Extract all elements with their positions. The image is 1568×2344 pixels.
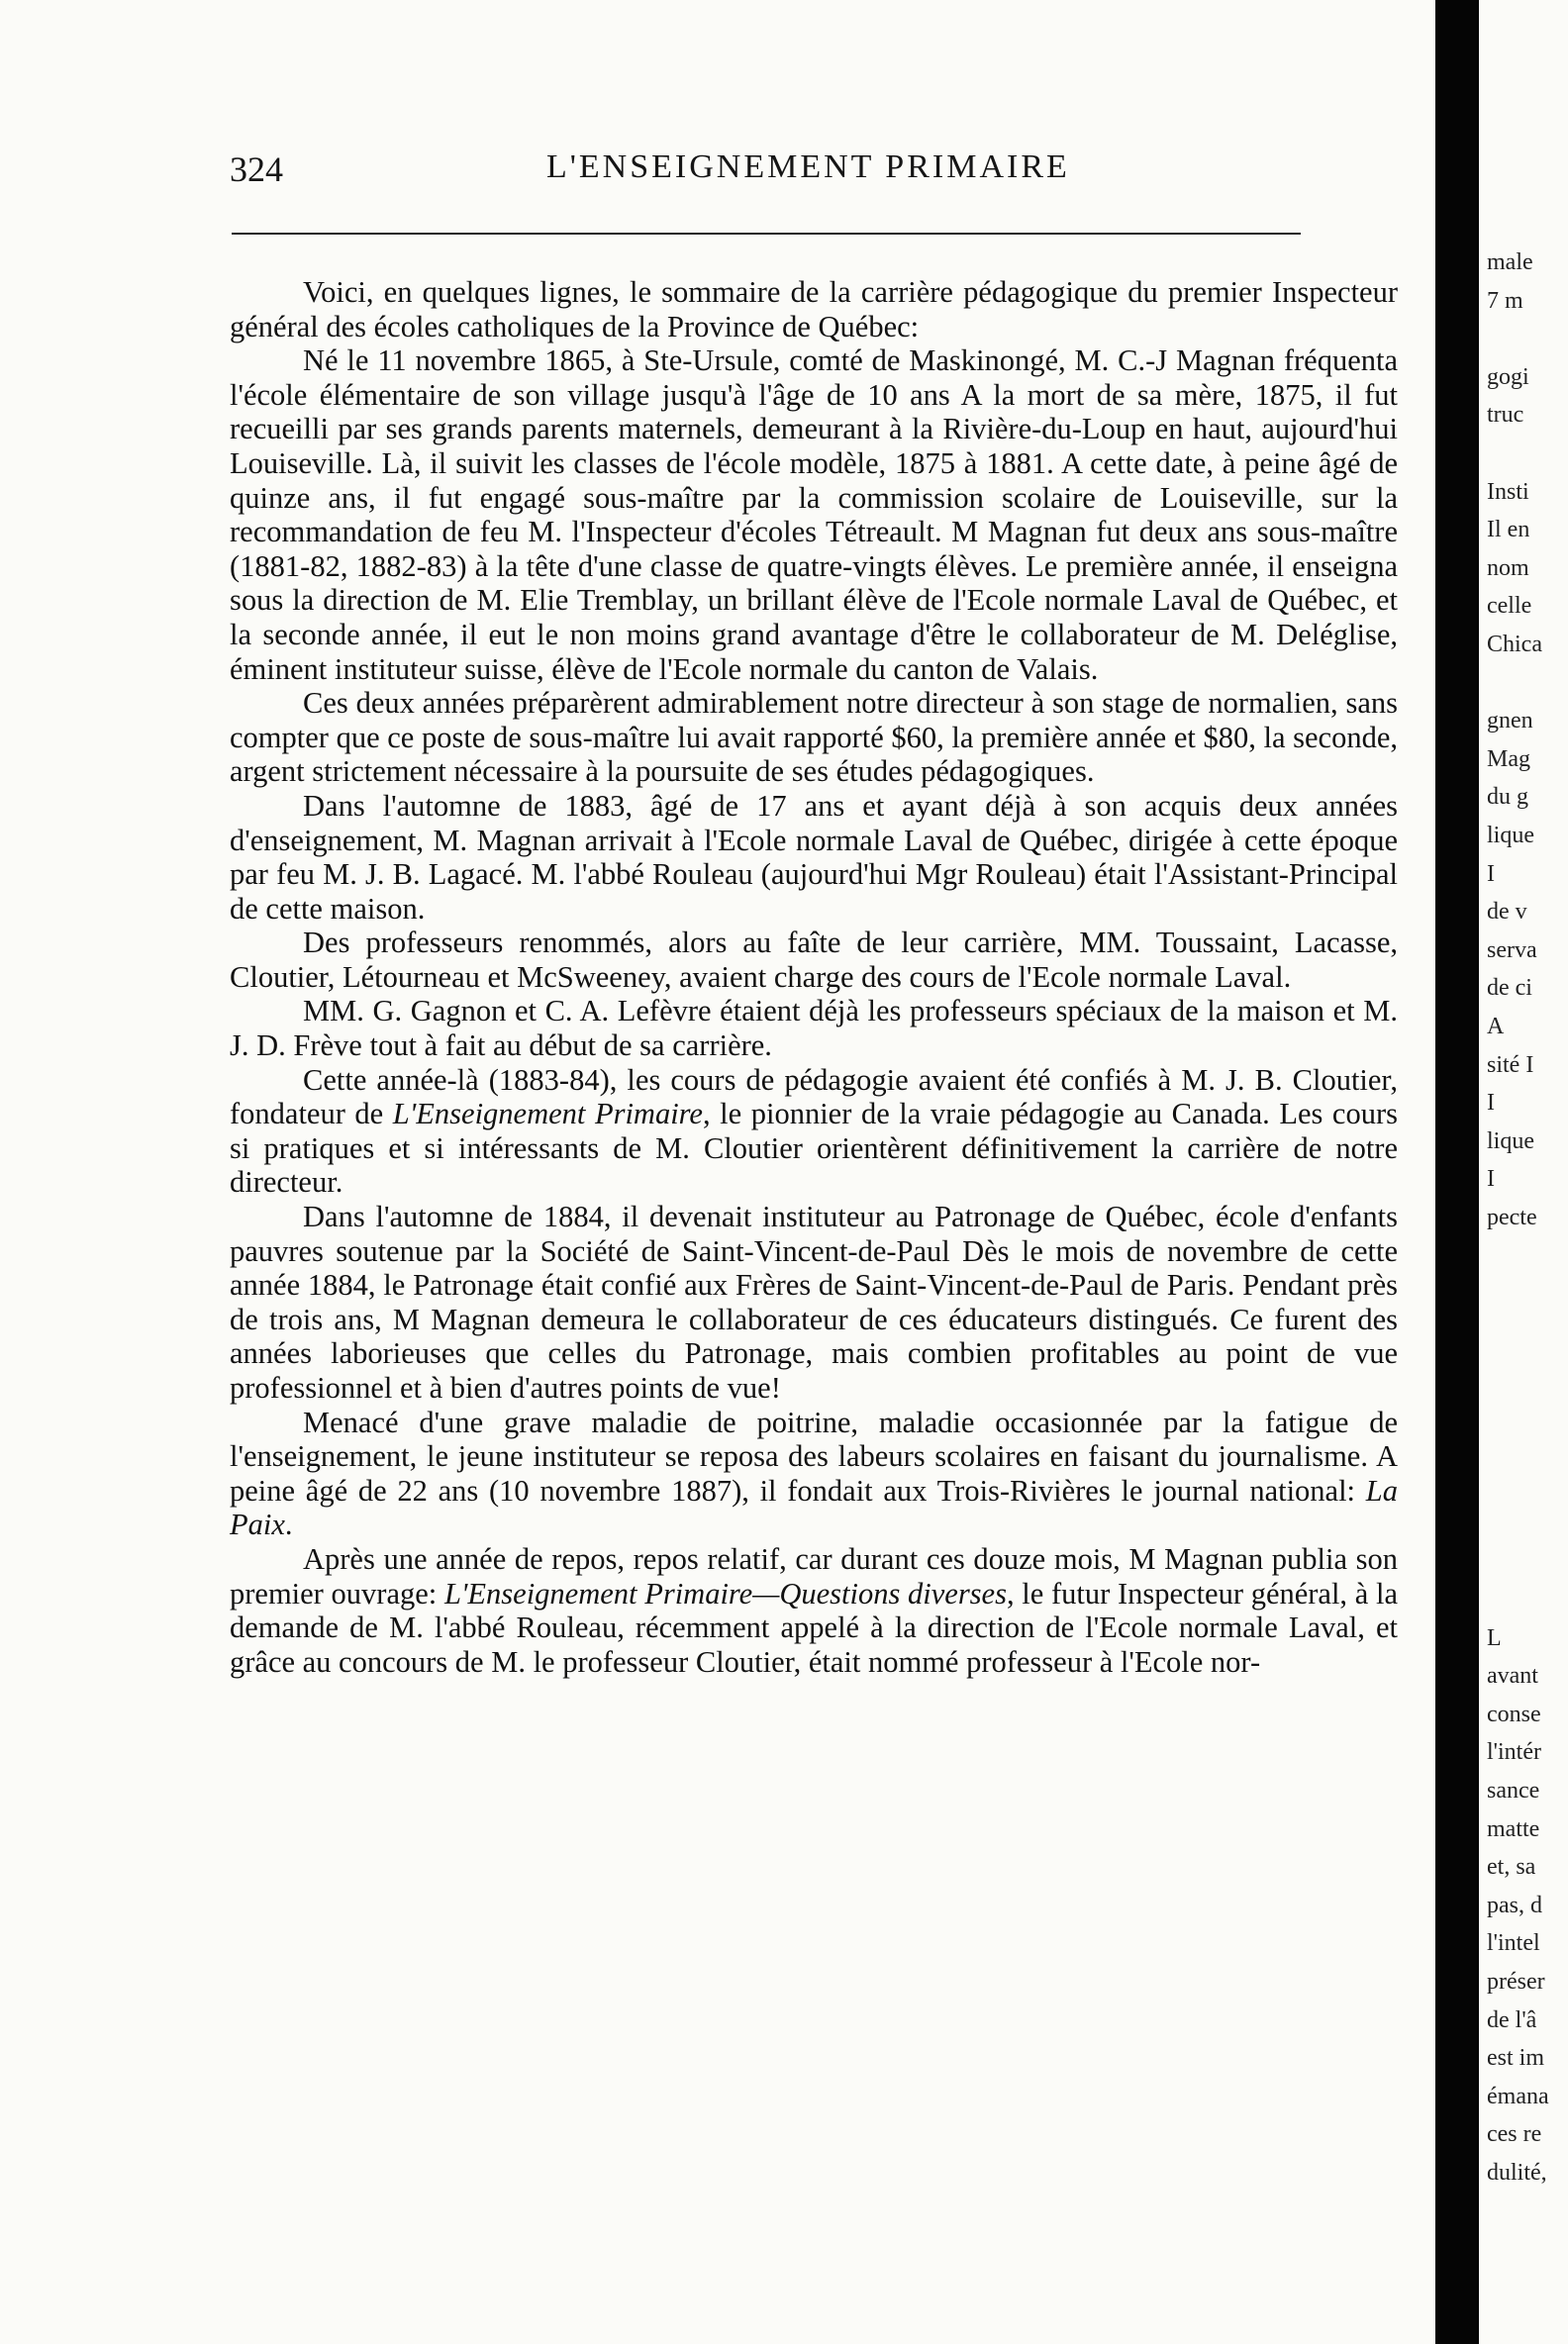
paragraph-10: [230, 1542, 1398, 1679]
adjacent-page-line: 7 m: [1487, 287, 1523, 314]
running-title: L'ENSEIGNEMENT PRIMAIRE: [546, 148, 1070, 185]
adjacent-page-line: I: [1487, 860, 1495, 887]
paragraph-6: MM. G. Gagnon et C. A. Lefèvre étaient déjà les professeurs spéciaux de la maison et M. J. D. Frève tout à fait au début de sa carrière.: [230, 994, 1398, 1063]
adjacent-page-line: sance: [1487, 1778, 1540, 1804]
adjacent-page-line: avant: [1487, 1663, 1538, 1690]
paragraph-2: Né le 11 novembre 1865, à Ste-Ursule, comté de Maskinongé, M. C.-J Magnan fréquenta l'école élémentaire de son village jusqu'à l'âge de 10 ans A la mort de sa mère, 1875, il fut recueilli par ses grands parents maternels, demeurant à la Rivière-du-Loup en haut, aujourd'hui Louiseville. Là, il suivit les classes de l'école modèle, 1875 à 1881. A cette date, à peine âgé de quinze ans, il fut engagé sous-maître par la commission scolaire de Louiseville, sur la recommandation de feu M. l'Inspecteur d'écoles Tétreault. M Magnan fut deux ans sous-maître (1881-82, 1882-83) à la tête d'une classe de quatre-vingts élèves. Le première année, il enseigna sous la direction de M. Elie Tremblay, un brillant élève de l'Ecole normale Laval de Québec, et la seconde année, il eut le non moins grand avantage d'être le collaborateur de M. Deléglise, éminent instituteur suisse, élève de l'Ecole normale du canton de Valais.: [230, 343, 1398, 686]
paragraph-8: Dans l'automne de 1884, il devenait instituteur au Patronage de Québec, école d'enfants pauvres soutenue par la Société de Saint-Vincent-de-Paul Dès le mois de novembre de cette année 1884, le Patronage était confié aux Frères de Saint-Vincent-de-Paul de Paris. Pendant près de trois ans, M Magnan demeura le collaborateur de ces éducateurs distingués. Ce furent des années laborieuses que celles du Patronage, mais combien profitables au point de vue professionnel et à bien d'autres points de vue!: [230, 1200, 1398, 1405]
page-header: [230, 148, 1393, 196]
adjacent-page-line: émana: [1487, 2083, 1549, 2109]
paragraph-7-text-b: , le pionnier de la vraie pédagogie au Canada. Les cours si pratiques et si intéressants de M. Cloutier orientèrent définitivement la carrière de notre directeur.: [230, 1097, 1398, 1200]
adjacent-page-line: lique: [1487, 1127, 1534, 1154]
adjacent-page-line: lique: [1487, 823, 1534, 848]
adjacent-page-edge: [1479, 0, 1568, 2344]
adjacent-page-line: pecte: [1487, 1205, 1537, 1230]
adjacent-page-line: A: [1487, 1014, 1505, 1039]
adjacent-page-line: L: [1487, 1624, 1502, 1651]
paragraph-9: [230, 1406, 1398, 1542]
adjacent-page-line: serva: [1487, 936, 1537, 963]
article-body: [230, 275, 1398, 1679]
paragraph-3: Ces deux années préparèrent admirablement notre directeur à son stage de normalien, sans compter que ce poste de sous-maître lui avait rapporté $60, la première année et $80, la seconde, argent strictement nécessaire à la poursuite de ses études pédagogiques.: [230, 686, 1398, 789]
adjacent-page-line: Il en: [1487, 517, 1530, 543]
adjacent-page-line: Insti: [1487, 478, 1529, 505]
adjacent-page-line: dulité,: [1487, 2160, 1547, 2186]
adjacent-page-line: de v: [1487, 899, 1527, 926]
newspaper-title: La Paix: [230, 1473, 1398, 1542]
paragraph-7-text-a: Cette année-là (1883-84), les cours de pédagogie avaient été confiés à M. J. B. Cloutier, fondateur de: [230, 1062, 1398, 1131]
paragraph-5: Des professeurs renommés, alors au faîte de leur carrière, MM. Toussaint, Lacasse, Cloutier, Létourneau et McSweeney, avaient charge des cours de l'Ecole normale Laval.: [230, 926, 1398, 994]
adjacent-page-line: de ci: [1487, 975, 1532, 1002]
adjacent-page-line: truc: [1487, 402, 1524, 429]
adjacent-page-line: ces re: [1487, 2121, 1542, 2148]
paragraph-4: Dans l'automne de 1883, âgé de 17 ans et ayant déjà à son acquis deux années d'enseignement, M. Magnan arrivait à l'Ecole normale Laval de Québec, dirigée à cette époque par feu M. J. B. Lagacé. M. l'abbé Rouleau (aujourd'hui Mgr Rouleau) était l'Assistant-Principal de cette maison.: [230, 788, 1398, 926]
adjacent-page-line: du g: [1487, 784, 1528, 811]
paragraph-9-text-b: .: [284, 1508, 293, 1542]
adjacent-page-line: et, sa: [1487, 1854, 1536, 1881]
adjacent-page-line: nom: [1487, 554, 1529, 581]
adjacent-page-line: préser: [1487, 1969, 1545, 1995]
adjacent-page-line: est im: [1487, 2045, 1544, 2072]
paragraph-9-text-a: Menacé d'une grave maladie de poitrine, maladie occasionnée par la fatigue de l'enseignement, le jeune instituteur se reposa des labeurs scolaires en faisant du journalisme. A peine âgé de 22 ans (10 novembre 1887), il fondait aux Trois-Rivières le journal national:: [230, 1405, 1398, 1508]
adjacent-page-line: gnen: [1487, 708, 1533, 734]
adjacent-page-line: sité I: [1487, 1051, 1534, 1078]
book-title: L'Enseignement Primaire—Questions diverses: [443, 1576, 1007, 1611]
adjacent-page-line: celle: [1487, 593, 1532, 620]
adjacent-page-line: pas, d: [1487, 1892, 1542, 1918]
journal-title: L'Enseignement Primaire: [392, 1097, 703, 1131]
adjacent-page-line: Mag: [1487, 745, 1530, 772]
book-gutter: [1435, 0, 1479, 2344]
adjacent-page-line: Chica: [1487, 632, 1542, 657]
page-number: 324: [230, 149, 283, 189]
paragraph-1: Voici, en quelques lignes, le sommaire de la carrière pédagogique du premier Inspecteur général des écoles catholiques de la Province de Québec:: [230, 275, 1398, 343]
adjacent-page-line: I: [1487, 1090, 1495, 1117]
paragraph-7: [230, 1063, 1398, 1200]
adjacent-page-line: male: [1487, 249, 1533, 275]
adjacent-page-line: l'intér: [1487, 1739, 1541, 1766]
adjacent-page-line: conse: [1487, 1701, 1541, 1727]
paragraph-10-text-b: , le futur Inspecteur général, à la demande de M. l'abbé Rouleau, récemment appelé à la direction de l'Ecole normale Laval, et grâce au concours de M. le professeur Cloutier, était nommé professeur à l'Ecole nor-: [230, 1576, 1398, 1679]
adjacent-page-line: matte: [1487, 1815, 1540, 1842]
adjacent-page-line: I: [1487, 1166, 1495, 1193]
header-rule: [232, 233, 1301, 235]
adjacent-page-line: de l'â: [1487, 2006, 1537, 2033]
paragraph-10-text-a: Après une année de repos, repos relatif, car durant ces douze mois, M Magnan publia son premier ouvrage:: [230, 1541, 1398, 1611]
adjacent-page-line: gogi: [1487, 363, 1529, 390]
adjacent-page-line: l'intel: [1487, 1930, 1540, 1957]
